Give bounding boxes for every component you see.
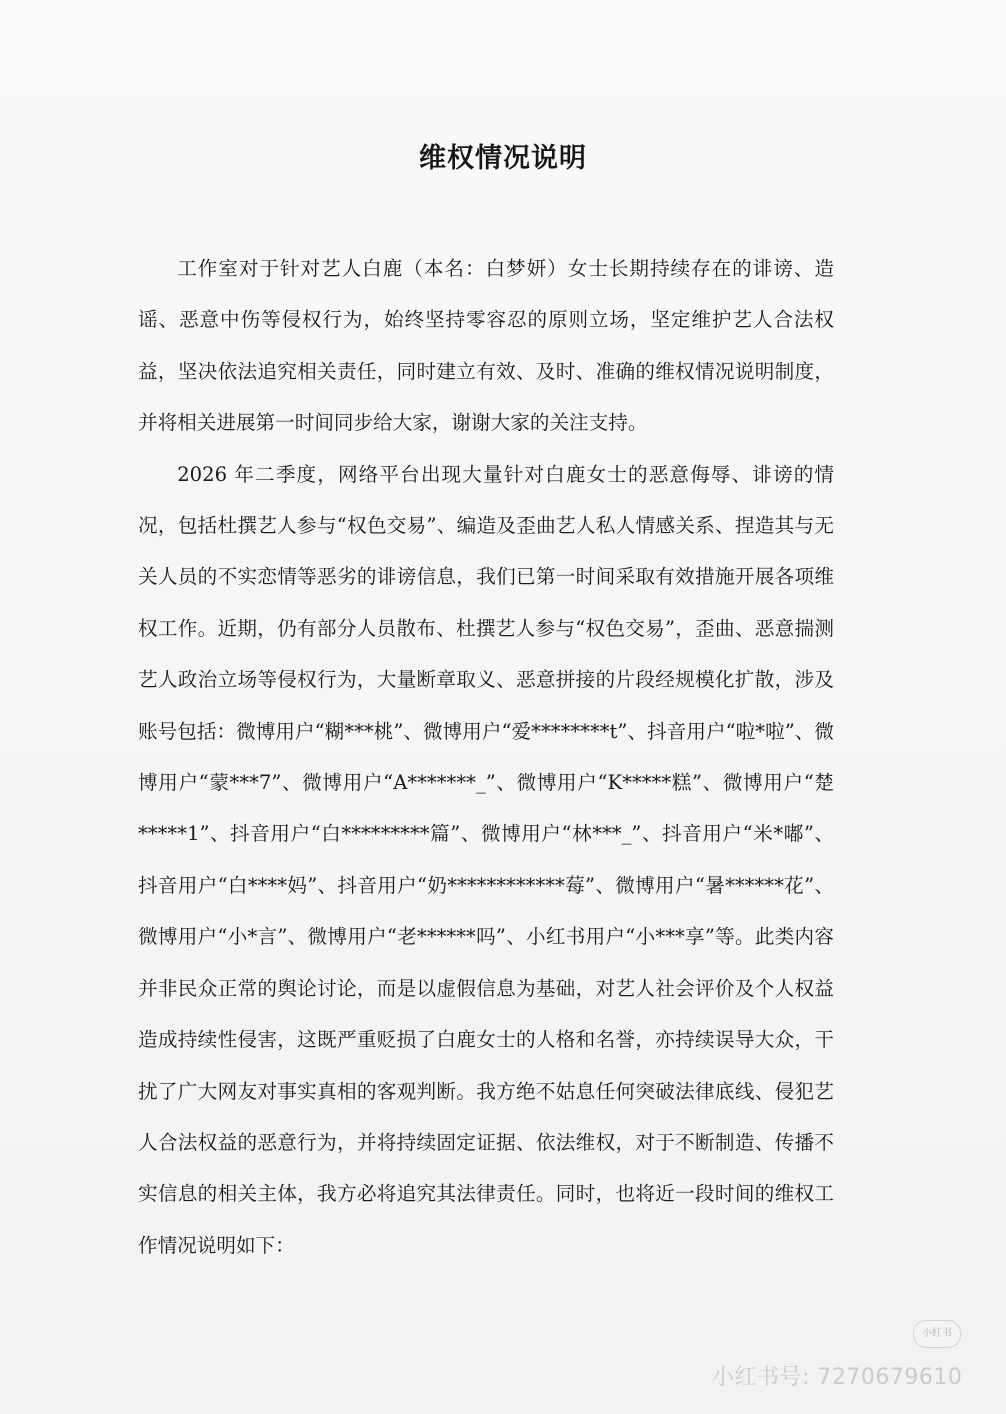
- watermark-logo: 小红书: [913, 1320, 961, 1348]
- document-title: 维权情况说明: [419, 143, 587, 174]
- paragraph-details: 2026 年二季度，网络平台出现大量针对白鹿女士的恶意侮辱、诽谤的情况，包括杜撰艺人参与“权色交易”、编造及歪曲艺人私人情感关系、捏造其与无关人员的不实恋情等恶劣的诽谤信息，我们已第一时间采取有效措施开展各项维权工作。近期，仍有部分人员散布、杜撰艺人参与“权色交易”，歪曲、恶意揣测艺人政治立场等侵权行为，大量断章取义、恶意拼接的片段经规模化扩散，涉及账号包括：微博用户“糊***桃”、微博用户“爱********t”、抖音用户“啦*啦”、微博用户“蒙***7”、微博用户“A*******_”、微博用户“K*****糕”、微博用户“楚*****1”、抖音用户“白*********篇”、微博用户“林***_”、抖音用户“米*嘟”、抖音用户“白****妈”、抖音用户“奶************莓”、微博用户“暑******花”、微博用户“小*言”、微博用户“老******吗”、小红书用户“小***享”等。此类内容并非民众正常的舆论讨论，而是以虚假信息为基础，对艺人社会评价及个人权益造成持续性侵害，这既严重贬损了白鹿女士的人格和名誉，亦持续误导大众，干扰了广大网友对事实真相的客观判断。我方绝不姑息任何突破法律底线、侵犯艺人合法权益的恶意行为，并将持续固定证据、依法维权，对于不断制造、传播不实信息的相关主体，我方必将追究其法律责任。同时，也将近一段时间的维权工作情况说明如下：: [138, 462, 834, 1257]
- watermark-id-text: 小红书号: 7270679610: [712, 1365, 963, 1390]
- paragraph-intro: 工作室对于针对艺人白鹿（本名：白梦妍）女士长期持续存在的诽谤、造谣、恶意中伤等侵权行为，始终坚持零容忍的原则立场，坚定维护艺人合法权益，坚决依法追究相关责任，同时建立有效、及时、准确的维权情况说明制度，并将相关进展第一时间同步给大家，谢谢大家的关注支持。: [138, 257, 834, 435]
- document-body: [138, 243, 834, 1271]
